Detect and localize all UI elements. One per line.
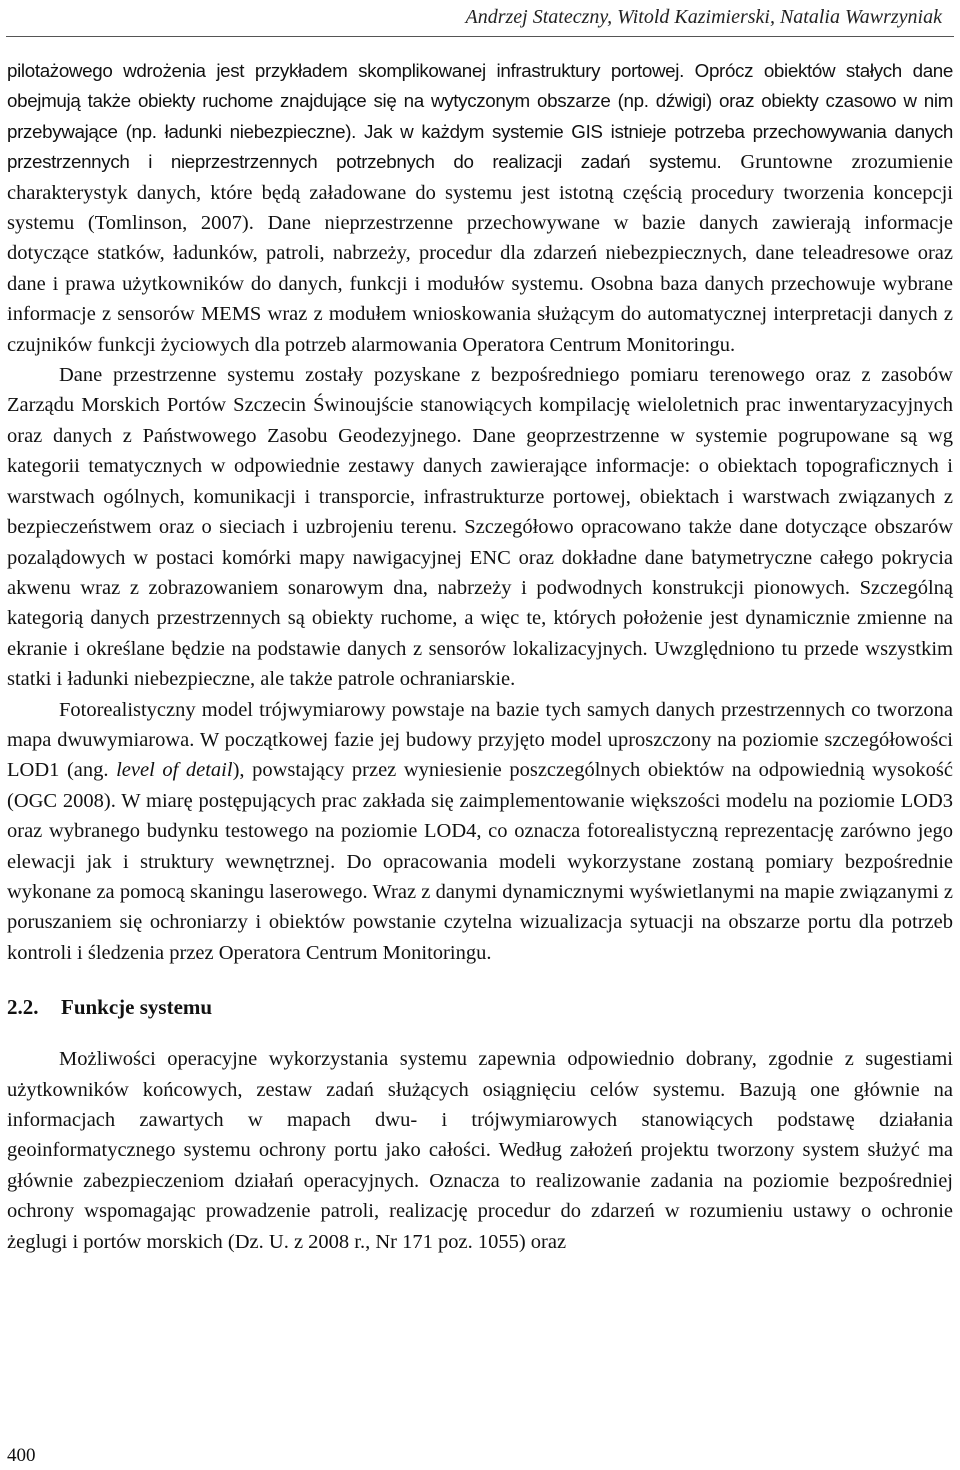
running-header-authors: Andrzej Stateczny, Witold Kazimierski, Natalia Wawrzyniak (465, 6, 942, 28)
page-number: 400 (7, 1445, 36, 1466)
intro-text-continued: Gruntowne zrozumienie charakterystyk danych, które będą załadowane do systemu jest istotną częścią procedury tworzenia koncepcji systemu (Tomlinson, 2007). Dane nieprzestrzenne przechowywane w bazie danych zawierają informacje dotyczące statków, ładunków, patroli, nabrzeży, procedur dla zdarzeń niebezpiecznych, dane teleadresowe oraz dane i prawa użytkowników do danych, funkcji i modułów systemu. Osobna baza danych przechowuje wybrane informacje z sensorów MEMS wraz z modułem wnioskowania służącym do automatycznej interpretacji danych z czujników funkcji życiowych dla potrzeb alarmowania Operatora Centrum Monitoringu. (7, 151, 953, 356)
header-divider (6, 36, 954, 37)
section-number: 2.2. (7, 995, 39, 1020)
body-paragraph-spatial-data: Dane przestrzenne systemu zostały pozyskane z bezpośredniego pomiaru terenowego oraz z zasobów Zarządu Morskich Portów Szczecin Świnoujście stanowiących kompilację wieloletnich prac inwentaryzacyjnych oraz danych z Państwowego Zasobu Geodezyjnego. Dane geoprzestrzenne w systemie pogrupowane są wg kategorii tematycznych w odpowiednie zestawy danych zawierające informacje: o obiektach topograficznych i warstwach ogólnych, komunikacji i transporcie, infrastrukturze portowej, obiektach i warstwach związanych z bezpieczeństwem oraz o sieciach i uzbrojeniu terenu. Szczegółowo opracowano także dane dotyczące obszarów pozalądowych w postaci komórki mapy nawigacyjnej ENC oraz dokładne dane batymetryczne całego pokrycia akwenu wraz z zobrazowaniem sonarowym dna, nabrzeży i podwodnych konstrukcji pionowych. Szczególną kategorią danych przestrzennych są obiekty ruchome, a więc te, których położenie jest dynamicznie zmienne na ekranie i określane będzie na podstawie danych z sensorów lokalizacyjnych. Uwzględniono tu przede wszystkim statki i ładunki niebezpieczne, ale także patrole ochraniarskie. (7, 364, 953, 691)
page-content (7, 56, 953, 1257)
body-paragraph-3d-model (7, 695, 953, 969)
model-text-part-1: Fotorealistyczny model trójwymiarowy powstaje na bazie tych samych danych przestrzennych co tworzona mapa dwuwymiarowa. W początkowej fazie jej budowy przyjęto model uproszczony na poziomie szczegółowości LOD1 (ang. (7, 698, 953, 782)
section-heading (7, 992, 953, 1022)
model-text-italic-term: level of detail (116, 759, 233, 782)
section-title: Funkcje systemu (61, 995, 213, 1020)
intro-text-condensed: pilotażowego wdrożenia jest przykładem skomplikowanej infrastruktury portowej. Oprócz obiektów stałych dane obejmują także obiekty ruchome znajdujące się na wytyczonym obszarze (np. dźwigi) oraz obiekty czasowo w nim przebywające (np. ładunki niebezpieczne). Jak w każdym systemie GIS istnieje potrzeba przechowywania danych przestrzennych i nieprzestrzennych potrzebnych do realizacji zadań systemu. (7, 60, 953, 173)
model-text-part-2: ), powstający przez wyniesienie poszczególnych obiektów na odpowiednią wysokość (OGC 2008). W miarę postępujących prac zakłada się zaimplementowanie większości modelu na poziomie LOD3 oraz wybranego budynku testowego na poziomie LOD4, co oznacza fotorealistyczną reprezentację zarówno jego elewacji jak i struktury wewnętrznej. Do opracowania modeli wykorzystane zostaną pomiary bezpośrednie wykonane za pomocą skaningu laserowego. Wraz z danymi dynamicznymi wyświetlanymi na mapie związanymi z poruszaniem się ochroniarzy i obiektów powstanie czytelna wizualizacja sytuacji na obszarze portu dla potrzeb kontroli i śledzenia przez Operatora Centrum Monitoringu. (7, 759, 953, 964)
section-paragraph: Możliwości operacyjne wykorzystania systemu zapewnia odpowiednio dobrany, zgodnie z sugestiami użytkowników końcowych, zestaw zadań służących osiągnięciu celów systemu. Bazują one głównie na informacjach zawartych w mapach dwu- i trójwymiarowych stanowiących podstawę działania geoinformatycznego systemu ochrony portu jako całości. Według założeń projektu tworzony system służyć ma głównie zabezpieczeniom działań operacyjnych. Oznacza to realizowanie zadania na poziomie bezpośredniej ochrony wspomagając prowadzenie patroli, realizację procedur do zdarzeń w rozumieniu ustawy o ochronie żeglugi i portów morskich (Dz. U. z 2008 r., Nr 171 poz. 1055) oraz (7, 1048, 953, 1253)
body-paragraph-intro (7, 56, 953, 360)
